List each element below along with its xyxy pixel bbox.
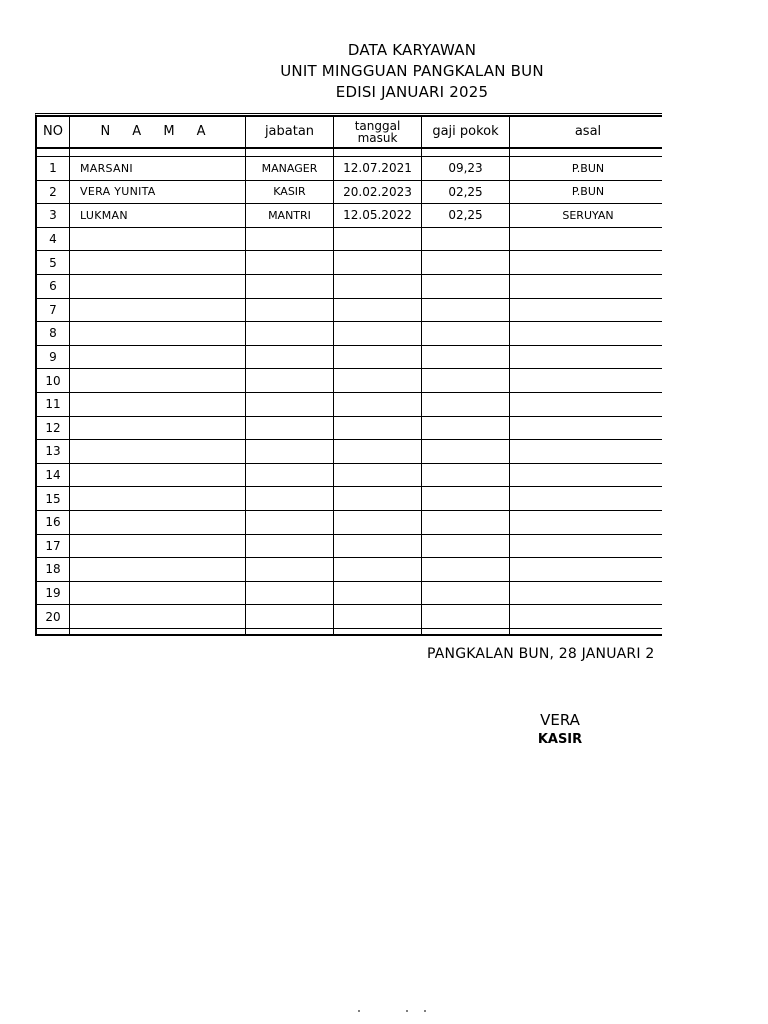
table-row: [37, 157, 663, 181]
cell-no: 12: [37, 416, 70, 440]
cell-gaji-pokok: [422, 345, 510, 369]
spacer-cell: [334, 148, 422, 157]
table-row: [37, 369, 663, 393]
cell-jabatan: [246, 440, 334, 464]
document-header: [0, 40, 768, 103]
cell-tanggal-masuk: [334, 463, 422, 487]
cell-tanggal-masuk: [334, 322, 422, 346]
cell-asal: [510, 605, 663, 629]
signature-title: KASIR: [537, 732, 583, 747]
cell-tanggal-masuk: [334, 274, 422, 298]
cell-asal: P.BUN: [510, 180, 663, 204]
cell-nama: [70, 298, 246, 322]
cell-tanggal-masuk: [334, 298, 422, 322]
cell-asal: [510, 227, 663, 251]
cell-gaji-pokok: [422, 558, 510, 582]
document-unit: UNIT MINGGUAN PANGKALAN BUN: [280, 62, 544, 80]
signature-place-date: PANGKALAN BUN, 28 JANUARI 2: [427, 646, 655, 662]
cell-nama: [70, 510, 246, 534]
cell-asal: [510, 298, 663, 322]
page-marker-dot: [424, 1010, 426, 1012]
cell-no: 7: [37, 298, 70, 322]
cell-tanggal-masuk: [334, 416, 422, 440]
cell-gaji-pokok: [422, 581, 510, 605]
column-header-asal: asal: [510, 117, 663, 148]
table-row: [37, 463, 663, 487]
cell-no: 11: [37, 392, 70, 416]
cell-nama: [70, 605, 246, 629]
cell-gaji-pokok: [422, 369, 510, 393]
cell-gaji-pokok: [422, 416, 510, 440]
cell-jabatan: MANTRI: [246, 204, 334, 228]
cell-gaji-pokok: [422, 534, 510, 558]
cell-gaji-pokok: [422, 251, 510, 275]
cell-asal: P.BUN: [510, 157, 663, 181]
column-header-tanggal-line2: masuk: [357, 130, 398, 145]
cell-no: 8: [37, 322, 70, 346]
cell-tanggal-masuk: [334, 487, 422, 511]
document-title: DATA KARYAWAN: [347, 41, 477, 59]
cell-nama: [70, 274, 246, 298]
table-row: [37, 180, 663, 204]
table-row: [37, 487, 663, 511]
cell-jabatan: [246, 392, 334, 416]
cell-nama: LUKMAN: [70, 204, 246, 228]
table-row: [37, 440, 663, 464]
cell-gaji-pokok: [422, 274, 510, 298]
cell-gaji-pokok: 02,25: [422, 180, 510, 204]
column-header-gaji-pokok: gaji pokok: [422, 117, 510, 148]
cell-no: 13: [37, 440, 70, 464]
cell-gaji-pokok: 02,25: [422, 204, 510, 228]
cell-tanggal-masuk: 12.05.2022: [334, 204, 422, 228]
header-spacer-row: [37, 148, 663, 157]
cell-jabatan: [246, 605, 334, 629]
cell-jabatan: [246, 416, 334, 440]
cell-jabatan: [246, 322, 334, 346]
cell-nama: [70, 581, 246, 605]
cell-tanggal-masuk: [334, 392, 422, 416]
cell-asal: SERUYAN: [510, 204, 663, 228]
cell-asal: [510, 487, 663, 511]
cell-no: 16: [37, 510, 70, 534]
cell-nama: [70, 558, 246, 582]
cell-tanggal-masuk: [334, 534, 422, 558]
spacer-cell: [422, 148, 510, 157]
table-row: [37, 251, 663, 275]
table-row: [37, 227, 663, 251]
page-marker: [354, 1010, 434, 1013]
cell-no: 2: [37, 180, 70, 204]
cell-gaji-pokok: 09,23: [422, 157, 510, 181]
cell-tanggal-masuk: [334, 605, 422, 629]
column-header-nama: N A M A: [70, 117, 246, 148]
cell-no: 1: [37, 157, 70, 181]
cell-tanggal-masuk: [334, 581, 422, 605]
cell-tanggal-masuk: [334, 558, 422, 582]
table-row: [37, 322, 663, 346]
cell-asal: [510, 274, 663, 298]
cell-gaji-pokok: [422, 628, 510, 636]
cell-nama: [70, 463, 246, 487]
cell-jabatan: [246, 581, 334, 605]
cell-jabatan: [246, 628, 334, 636]
cell-jabatan: KASIR: [246, 180, 334, 204]
table-row: [37, 274, 663, 298]
cell-jabatan: [246, 251, 334, 275]
table-row: [37, 605, 663, 629]
table-row: [37, 298, 663, 322]
signature-name: VERA: [540, 711, 580, 729]
cell-nama: [70, 392, 246, 416]
cell-nama: [70, 345, 246, 369]
spacer-cell: [246, 148, 334, 157]
table-row: [37, 416, 663, 440]
cell-no: 4: [37, 227, 70, 251]
cell-asal: [510, 345, 663, 369]
cell-gaji-pokok: [422, 440, 510, 464]
cell-nama: MARSANI: [70, 157, 246, 181]
cell-tanggal-masuk: [334, 227, 422, 251]
cell-no: 17: [37, 534, 70, 558]
cell-asal: [510, 463, 663, 487]
cell-no: 20: [37, 605, 70, 629]
cell-asal: [510, 581, 663, 605]
cell-nama: [70, 628, 246, 636]
table-row: [37, 628, 663, 636]
cell-jabatan: [246, 463, 334, 487]
cell-asal: [510, 510, 663, 534]
cell-tanggal-masuk: [334, 251, 422, 275]
column-header-jabatan: jabatan: [246, 117, 334, 148]
cell-asal: [510, 440, 663, 464]
cell-gaji-pokok: [422, 392, 510, 416]
spacer-cell: [510, 148, 663, 157]
cell-gaji-pokok: [422, 322, 510, 346]
cell-nama: [70, 251, 246, 275]
cell-no: 19: [37, 581, 70, 605]
page-marker-dot: [406, 1010, 408, 1012]
cell-jabatan: [246, 487, 334, 511]
cell-no: 15: [37, 487, 70, 511]
employee-table: [36, 116, 662, 636]
cell-tanggal-masuk: [334, 345, 422, 369]
cell-tanggal-masuk: [334, 369, 422, 393]
column-header-tanggal-line1: tanggal: [354, 118, 401, 133]
cell-no: 14: [37, 463, 70, 487]
cell-nama: [70, 487, 246, 511]
cell-no: 9: [37, 345, 70, 369]
employee-table-frame: [35, 113, 662, 636]
cell-no: 18: [37, 558, 70, 582]
table-header-row: [37, 117, 663, 148]
cell-jabatan: [246, 369, 334, 393]
table-row: [37, 558, 663, 582]
cell-tanggal-masuk: 20.02.2023: [334, 180, 422, 204]
cell-asal: [510, 628, 663, 636]
cell-asal: [510, 392, 663, 416]
cell-jabatan: [246, 558, 334, 582]
cell-asal: [510, 558, 663, 582]
cell-gaji-pokok: [422, 463, 510, 487]
cell-tanggal-masuk: [334, 628, 422, 636]
cell-jabatan: [246, 298, 334, 322]
table-row: [37, 534, 663, 558]
column-header-tanggal-masuk: [334, 117, 422, 148]
spacer-cell: [37, 148, 70, 157]
table-row: [37, 581, 663, 605]
cell-asal: [510, 416, 663, 440]
cell-jabatan: [246, 534, 334, 558]
cell-no: 5: [37, 251, 70, 275]
cell-asal: [510, 369, 663, 393]
cell-asal: [510, 251, 663, 275]
cell-jabatan: [246, 227, 334, 251]
cell-gaji-pokok: [422, 298, 510, 322]
cell-no: 3: [37, 204, 70, 228]
cell-asal: [510, 322, 663, 346]
document-edition: EDISI JANUARI 2025: [335, 83, 489, 101]
cell-jabatan: [246, 510, 334, 534]
cell-gaji-pokok: [422, 510, 510, 534]
cell-gaji-pokok: [422, 487, 510, 511]
table-row: [37, 345, 663, 369]
table-row: [37, 392, 663, 416]
cell-tanggal-masuk: 12.07.2021: [334, 157, 422, 181]
cell-no: [37, 628, 70, 636]
cell-jabatan: [246, 274, 334, 298]
cell-nama: VERA YUNITA: [70, 180, 246, 204]
page-marker-dot: [358, 1010, 360, 1012]
column-header-no: NO: [37, 117, 70, 148]
cell-nama: [70, 369, 246, 393]
cell-nama: [70, 416, 246, 440]
cell-tanggal-masuk: [334, 440, 422, 464]
table-row: [37, 204, 663, 228]
cell-tanggal-masuk: [334, 510, 422, 534]
cell-nama: [70, 322, 246, 346]
cell-asal: [510, 534, 663, 558]
cell-no: 6: [37, 274, 70, 298]
cell-nama: [70, 440, 246, 464]
cell-nama: [70, 227, 246, 251]
cell-nama: [70, 534, 246, 558]
table-row: [37, 510, 663, 534]
cell-jabatan: MANAGER: [246, 157, 334, 181]
spacer-cell: [70, 148, 246, 157]
cell-jabatan: [246, 345, 334, 369]
cell-gaji-pokok: [422, 605, 510, 629]
cell-no: 10: [37, 369, 70, 393]
cell-gaji-pokok: [422, 227, 510, 251]
